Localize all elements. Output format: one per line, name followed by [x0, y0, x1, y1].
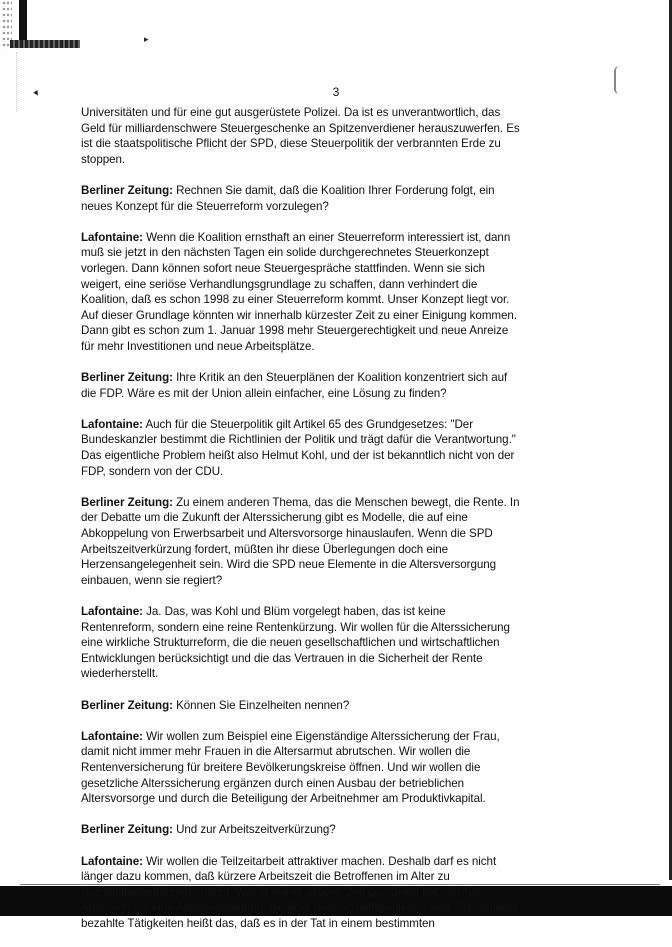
- speaker-label: Lafontaine:: [81, 729, 143, 743]
- paragraph-question: [81, 370, 521, 401]
- speaker-label: Berliner Zeitung:: [81, 183, 173, 197]
- paragraph-text: Wir wollen zum Beispiel eine Eigenständige Alterssicherung der Frau, damit nicht immer mehr Frauen in die Altersarmut abrutschen. Wir wollen die Rentenversicherung für breitere Bevölkerungskreise öffnen. Und wir wollen die gesetzliche Alterssicherung ergänzen durch einen Ausbau der betrieblichen Altersvorsorge und durch die Beteiligung der Arbeitnehmer am Produktivkapital.: [81, 729, 500, 806]
- speaker-label: Berliner Zeitung:: [81, 698, 173, 712]
- paragraph-text: Wenn die Koalition ernsthaft an einer Steuerreform interessiert ist, dann muß sie jetzt in den nächsten Tagen ein solide durchgerechnetes Steuerkonzept vorlegen. Dann können sofort neue Steuergespräche stattfinden. Wenn sie sich weigert, eine seriöse Verhandlungsgrundlage zu schaffen, dann verhindert die Koalition, daß es schon 1998 zu einer Steuerreform kommt. Unser Konzept liegt vor. Auf dieser Grundlage könnten wir innerhalb kürzester Zeit zu einer Einigung kommen. Dann gibt es schon zum 1. Januar 1998 mehr Steuergerechtigkeit und neue Anreize für mehr Investitionen und neue Arbeitsplätze.: [81, 230, 518, 353]
- speaker-label: Lafontaine:: [81, 605, 143, 618]
- speaker-label: Lafontaine:: [81, 417, 143, 431]
- speaker-label: Berliner Zeitung:: [81, 371, 173, 385]
- paragraph-text: Auch für die Steuerpolitik gilt Artikel 65 des Grundgesetzes: "Der Bundeskanzler bestimmt die Richtlinien der Politik und trägt dafür die Verantwortung." Das eigentliche Problem heißt also Helmut Kohl, und der ist bekanntlich nicht von der FDP, sondern von der CDU.: [81, 417, 516, 478]
- scan-speck: ▸: [30, 88, 43, 99]
- paragraph-text: Ihre Kritik an den Steuerplänen der Koalition konzentriert sich auf die FDP. Wäre es mit der Union allein einfacher, eine Lösung zu finden?: [81, 371, 508, 400]
- scan-edge-shadow: [16, 52, 21, 112]
- interview-text: [81, 105, 521, 947]
- paragraph-text: Rechnen Sie damit, daß die Koalition Ihrer Forderung folgt, ein neues Konzept für die Steuerreform vorzulegen?: [81, 183, 495, 213]
- paragraph-question: [81, 822, 521, 838]
- paragraph: [81, 105, 521, 167]
- scan-speck: ▸: [144, 34, 149, 44]
- scan-corner-mark-horizontal: [10, 40, 80, 48]
- speaker-label: Lafontaine:: [81, 230, 143, 244]
- paragraph-text: Zu einem anderen Thema, das die Menschen bewegt, die Rente. In der Debatte um die Zukunft der Alterssicherung gibt es Modelle, die auf eine Abkoppelung von Erwerbsarbeit und Altersvorsorge hinauslaufen. Wenn die SPD Arbeitszeitverkürzung fordert, müßten ihr diese Überlegungen doch eine Herzensangelegenheit sein. Wird die SPD neue Elemente in die Altersversorgung einbauen, wenn sie regiert?: [81, 495, 520, 587]
- scan-corner-shadow: [0, 886, 24, 916]
- speaker-label: Lafontaine:: [81, 854, 143, 868]
- paragraph-answer: [81, 417, 521, 479]
- paragraph-text: Universitäten und für eine gut ausgerüstete Polizei. Da ist es unverantwortlich, das Geld für milliardenschwere Steuergeschenke an Spitzenverdiener herauszuwerfen. Es ist die staatspolitische Pflicht der SPD, diese Steuerpolitik der verbrannten Erde zu stoppen.: [81, 106, 520, 166]
- paragraph-question: [81, 183, 521, 214]
- page-number: 3: [332, 85, 340, 99]
- speaker-label: Berliner Zeitung:: [81, 823, 173, 837]
- paragraph-text: Können Sie Einzelheiten nennen?: [172, 698, 350, 712]
- paragraph-text: Ja. Das, was Kohl und Blüm vorgelegt haben, das ist keine Rentenreform, sondern eine reine Rentenkürzung. Wir wollen für die Alterssicherung eine wirkliche Strukturreform, die die neuen gesellschaftlichen und wirtschaftlichen Entwicklungen berücksichtigt und die das Vertrauen in die Sicherheit der Rente wiederherstellt.: [81, 605, 510, 681]
- paragraph-answer: [81, 729, 521, 807]
- paragraph-answer: [81, 604, 521, 682]
- paragraph-text: Und zur Arbeitszeitverkürzung?: [172, 823, 336, 837]
- paragraph-answer: [81, 854, 521, 932]
- speaker-label: Berliner Zeitung:: [81, 495, 173, 509]
- paragraph-text: Wir wollen die Teilzeitarbeit attraktiver machen. Deshalb darf es nicht länger dazu kommen, daß kürzere Arbeitszeit die Betroffenen im Alter zu Sozialhilfeempfängern macht. Wer in seiner aktiven Zeit gearbeitet hat, der hat Anspruch auf eine Altersversorgung, die über dem Sozialhilfeniveau liegt. Für geringer bezahlte Tätigkeiten heißt das, daß es in der Tat in einem bestimmten: [81, 854, 519, 930]
- paragraph-question: [81, 698, 521, 714]
- paragraph-question: [81, 495, 521, 589]
- paragraph-answer: [81, 230, 521, 355]
